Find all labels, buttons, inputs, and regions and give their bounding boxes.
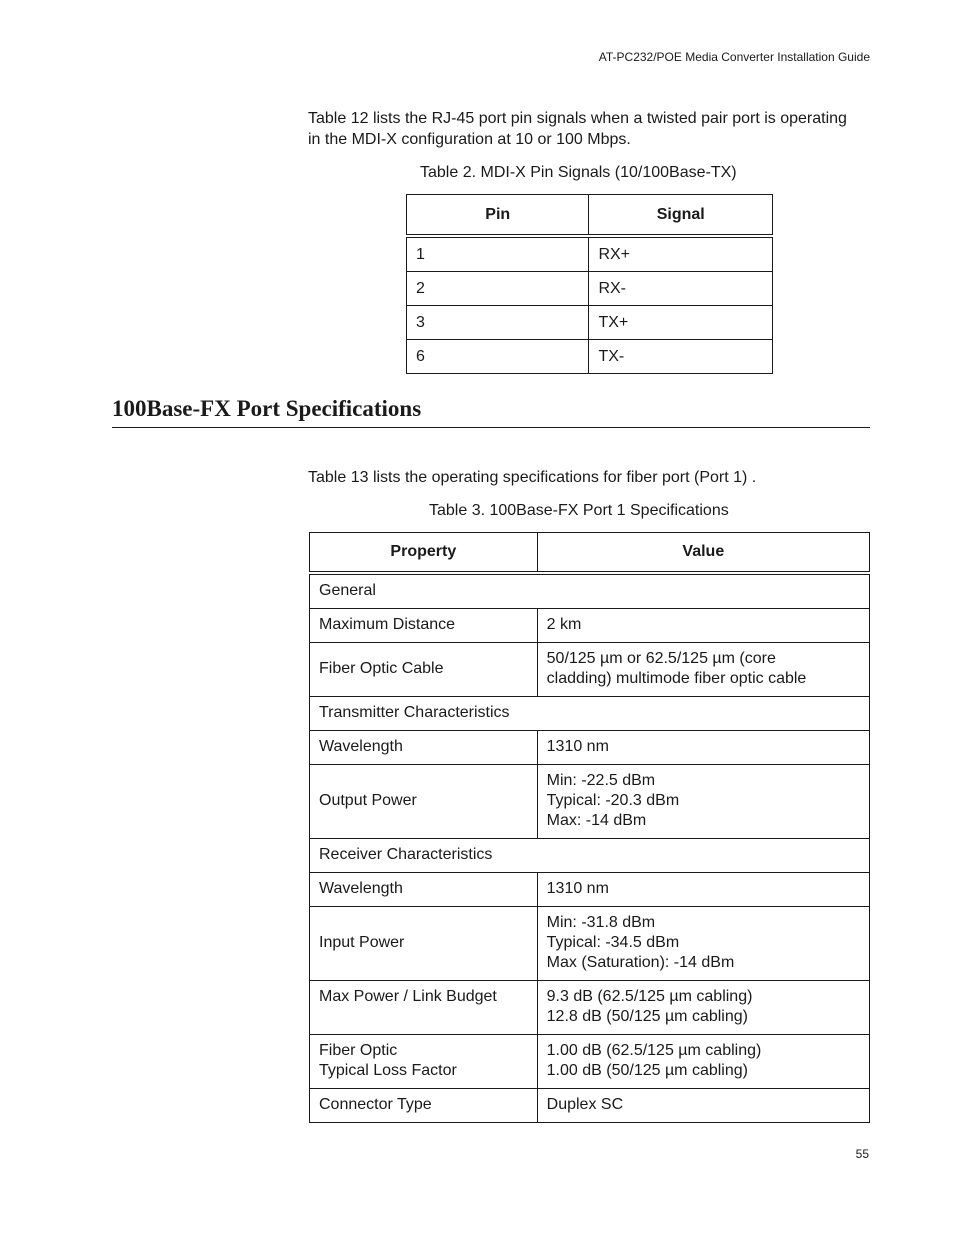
property-cell xyxy=(310,765,538,839)
property-cell xyxy=(310,643,538,697)
value-text: 1.00 dB (62.5/125 µm cabling) xyxy=(546,1042,762,1059)
value-text: Max (Saturation): -14 dBm xyxy=(546,954,735,971)
value-text: cladding) multimode fiber optic cable xyxy=(546,670,807,687)
property-cell xyxy=(310,1035,538,1089)
table-row xyxy=(310,873,870,907)
pin-cell: 2 xyxy=(407,272,589,306)
table-row xyxy=(310,765,870,839)
value-cell xyxy=(537,981,869,1035)
table-section-row xyxy=(310,573,870,609)
table-row xyxy=(310,981,870,1035)
value-text: 1310 nm xyxy=(546,738,609,755)
pin-cell: 1 xyxy=(407,236,589,272)
value-text: Max: -14 dBm xyxy=(546,812,647,829)
table-row xyxy=(407,306,773,340)
column-header-signal: Signal xyxy=(589,195,773,237)
value-cell xyxy=(537,873,869,907)
value-cell xyxy=(537,609,869,643)
column-header-pin: Pin xyxy=(407,195,589,237)
table-row xyxy=(407,272,773,306)
value-text: 9.3 dB (62.5/125 µm cabling) xyxy=(546,988,753,1005)
signal-cell: TX- xyxy=(589,340,773,374)
fiber-spec-table xyxy=(309,532,870,1123)
column-header-value: Value xyxy=(537,533,869,574)
section-label-cell: Receiver Characteristics xyxy=(310,839,870,873)
property-cell xyxy=(310,609,538,643)
value-text: 50/125 µm or 62.5/125 µm (core xyxy=(546,650,776,667)
table-row xyxy=(407,236,773,272)
pin-cell: 6 xyxy=(407,340,589,374)
intro-paragraph-fiber-spec: Table 13 lists the operating specifications for fiber port (Port 1) . xyxy=(308,469,757,486)
section-label-cell: General xyxy=(310,573,870,609)
spec-table-body xyxy=(310,573,870,1123)
property-text: Max Power / Link Budget xyxy=(319,988,497,1005)
property-text: Input Power xyxy=(319,934,405,951)
property-text: Maximum Distance xyxy=(319,616,456,633)
value-cell xyxy=(537,731,869,765)
column-header-property: Property xyxy=(310,533,538,574)
signal-cell: TX+ xyxy=(589,306,773,340)
table-row xyxy=(310,731,870,765)
pin-signals-table xyxy=(406,194,773,374)
signal-cell: RX+ xyxy=(589,236,773,272)
property-cell xyxy=(310,981,538,1035)
value-text: 2 km xyxy=(546,616,582,633)
table-row xyxy=(310,609,870,643)
table-row xyxy=(310,1035,870,1089)
value-cell xyxy=(537,1035,869,1089)
value-text: Typical: -34.5 dBm xyxy=(546,934,680,951)
table-row xyxy=(407,340,773,374)
property-text: Wavelength xyxy=(319,738,403,755)
property-text: Output Power xyxy=(319,792,417,809)
property-cell xyxy=(310,1089,538,1123)
section-heading: 100Base-FX Port Specifications xyxy=(112,396,870,428)
table-header-row xyxy=(310,533,870,574)
property-text: Connector Type xyxy=(319,1096,432,1113)
table-caption-pin-signals: Table 2. MDI-X Pin Signals (10/100Base-TX) xyxy=(420,164,737,181)
value-cell xyxy=(537,1089,869,1123)
value-cell xyxy=(537,907,869,981)
value-text: Typical: -20.3 dBm xyxy=(546,792,680,809)
pin-table-body xyxy=(407,236,773,374)
table-header-row xyxy=(407,195,773,237)
value-text: 1.00 dB (50/125 µm cabling) xyxy=(546,1062,748,1079)
table-row xyxy=(310,643,870,697)
property-text: Typical Loss Factor xyxy=(319,1062,457,1079)
value-text: Min: -31.8 dBm xyxy=(546,914,656,931)
table-row xyxy=(310,1089,870,1123)
value-text: Min: -22.5 dBm xyxy=(546,772,656,789)
intro-paragraph-pin-signals: Table 12 lists the RJ-45 port pin signals when a twisted pair port is operating in the MDI-X configuration at 10 or 100 Mbps. xyxy=(308,110,847,148)
table-row xyxy=(310,907,870,981)
table-section-row xyxy=(310,697,870,731)
pin-cell: 3 xyxy=(407,306,589,340)
value-text: Duplex SC xyxy=(546,1096,624,1113)
value-cell xyxy=(537,643,869,697)
property-text: Wavelength xyxy=(319,880,403,897)
property-text: Fiber Optic Cable xyxy=(319,660,444,677)
value-text: 12.8 dB (50/125 µm cabling) xyxy=(546,1008,748,1025)
page-number: 55 xyxy=(855,1147,869,1161)
table-section-row xyxy=(310,839,870,873)
value-text: 1310 nm xyxy=(546,880,609,897)
property-cell xyxy=(310,873,538,907)
property-cell xyxy=(310,907,538,981)
property-cell xyxy=(310,731,538,765)
signal-cell: RX- xyxy=(589,272,773,306)
property-text: Fiber Optic xyxy=(319,1042,398,1059)
running-header: AT-PC232/POE Media Converter Installation Guide xyxy=(598,50,870,64)
section-label-cell: Transmitter Characteristics xyxy=(310,697,870,731)
value-cell xyxy=(537,765,869,839)
table-caption-fiber-spec: Table 3. 100Base-FX Port 1 Specifications xyxy=(429,502,729,519)
